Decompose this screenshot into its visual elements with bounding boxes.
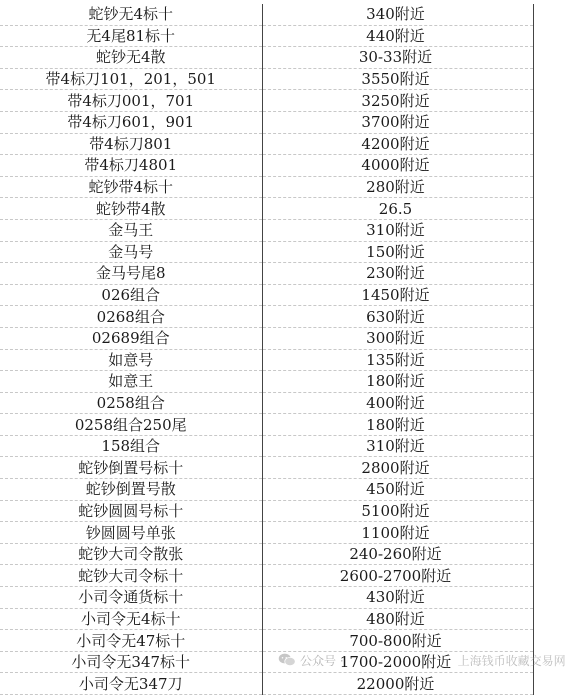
item-price-cell: 240-260附近 [262, 543, 533, 565]
table-row [0, 327, 533, 349]
item-name-cell: 带4标刀4801 [0, 155, 262, 177]
item-name-cell: 带4标刀101，201，501 [0, 68, 262, 90]
table-row [0, 176, 533, 198]
item-name-cell: 0268组合 [0, 306, 262, 328]
item-price-cell: 430附近 [262, 587, 533, 609]
table-row [0, 543, 533, 565]
table-row [0, 4, 533, 25]
item-name-cell: 如意号 [0, 349, 262, 371]
price-table [0, 4, 534, 695]
item-price-cell: 300附近 [262, 327, 533, 349]
watermark-account: 上海钱币收藏交易网 [457, 653, 566, 668]
item-name-cell: 金马号 [0, 241, 262, 263]
table-row [0, 392, 533, 414]
item-name-cell: 金马王 [0, 219, 262, 241]
item-price-cell: 4000附近 [262, 155, 533, 177]
item-name-cell: 蛇钞倒置号散 [0, 479, 262, 501]
item-name-cell: 0258组合 [0, 392, 262, 414]
item-name-cell: 小司令无47标十 [0, 630, 262, 652]
item-name-cell: 蛇钞大司令标十 [0, 565, 262, 587]
watermark-prefix: 公众号 · [300, 653, 344, 668]
item-price-cell: 230附近 [262, 263, 533, 285]
item-name-cell: 小司令无347刀 [0, 673, 262, 695]
item-price-cell: 400附近 [262, 392, 533, 414]
item-price-cell: 3700附近 [262, 111, 533, 133]
table-row [0, 565, 533, 587]
table-row [0, 111, 533, 133]
table-row [0, 263, 533, 285]
item-price-cell: 4200附近 [262, 133, 533, 155]
item-price-cell: 135附近 [262, 349, 533, 371]
item-name-cell: 小司令通货标十 [0, 587, 262, 609]
item-name-cell: 026组合 [0, 284, 262, 306]
table-row [0, 198, 533, 220]
item-price-cell: 1100附近 [262, 522, 533, 544]
item-price-cell: 180附近 [262, 414, 533, 436]
table-row [0, 522, 533, 544]
table-row [0, 608, 533, 630]
item-name-cell: 0258组合250尾 [0, 414, 262, 436]
table-row [0, 68, 533, 90]
price-table-body [0, 4, 533, 695]
item-price-cell: 3550附近 [262, 68, 533, 90]
item-name-cell: 02689组合 [0, 327, 262, 349]
item-price-cell: 280附近 [262, 176, 533, 198]
item-price-cell: 450附近 [262, 479, 533, 501]
item-name-cell: 小司令无4标十 [0, 608, 262, 630]
item-name-cell: 钞圆圆号单张 [0, 522, 262, 544]
item-price-cell: 30-33附近 [262, 47, 533, 69]
item-price-cell: 340附近 [262, 4, 533, 25]
item-price-cell: 26.5 [262, 198, 533, 220]
item-price-cell: 150附近 [262, 241, 533, 263]
item-price-cell: 2800附近 [262, 457, 533, 479]
item-name-cell: 蛇钞无4散 [0, 47, 262, 69]
item-price-cell: 440附近 [262, 25, 533, 47]
item-name-cell: 带4标刀801 [0, 133, 262, 155]
table-row [0, 414, 533, 436]
item-price-cell: 630附近 [262, 306, 533, 328]
table-row [0, 284, 533, 306]
item-name-cell: 蛇钞倒置号标十 [0, 457, 262, 479]
table-row [0, 306, 533, 328]
item-price-cell: 310附近 [262, 435, 533, 457]
item-price-cell: 1700-2000附近 [262, 651, 533, 673]
table-row [0, 25, 533, 47]
item-name-cell: 无4尾81标十 [0, 25, 262, 47]
item-price-cell: 180附近 [262, 371, 533, 393]
item-price-cell: 2600-2700附近 [262, 565, 533, 587]
item-name-cell: 蛇钞带4标十 [0, 176, 262, 198]
table-row [0, 349, 533, 371]
table-row [0, 587, 533, 609]
table-row [0, 500, 533, 522]
item-name-cell: 蛇钞圆圆号标十 [0, 500, 262, 522]
item-name-cell: 带4标刀001，701 [0, 90, 262, 112]
table-row [0, 673, 533, 695]
item-name-cell: 如意王 [0, 371, 262, 393]
item-name-cell: 蛇钞大司令散张 [0, 543, 262, 565]
wechat-icon [278, 652, 296, 668]
item-price-cell: 22000附近 [262, 673, 533, 695]
table-row [0, 479, 533, 501]
table-row [0, 241, 533, 263]
item-name-cell: 蛇钞无4标十 [0, 4, 262, 25]
table-row [0, 47, 533, 69]
item-name-cell: 158组合 [0, 435, 262, 457]
table-row [0, 155, 533, 177]
item-price-cell: 700-800附近 [262, 630, 533, 652]
item-price-cell: 5100附近 [262, 500, 533, 522]
table-row [0, 435, 533, 457]
table-row [0, 219, 533, 241]
table-row [0, 133, 533, 155]
item-name-cell: 金马号尾8 [0, 263, 262, 285]
item-name-cell: 蛇钞带4散 [0, 198, 262, 220]
table-row [0, 371, 533, 393]
table-row [0, 457, 533, 479]
table-row [0, 90, 533, 112]
item-price-cell: 480附近 [262, 608, 533, 630]
item-name-cell: 带4标刀601，901 [0, 111, 262, 133]
item-name-cell: 小司令无347标十 [0, 651, 262, 673]
watermark [278, 649, 566, 671]
item-price-cell: 3250附近 [262, 90, 533, 112]
item-price-cell: 1450附近 [262, 284, 533, 306]
item-price-cell: 310附近 [262, 219, 533, 241]
